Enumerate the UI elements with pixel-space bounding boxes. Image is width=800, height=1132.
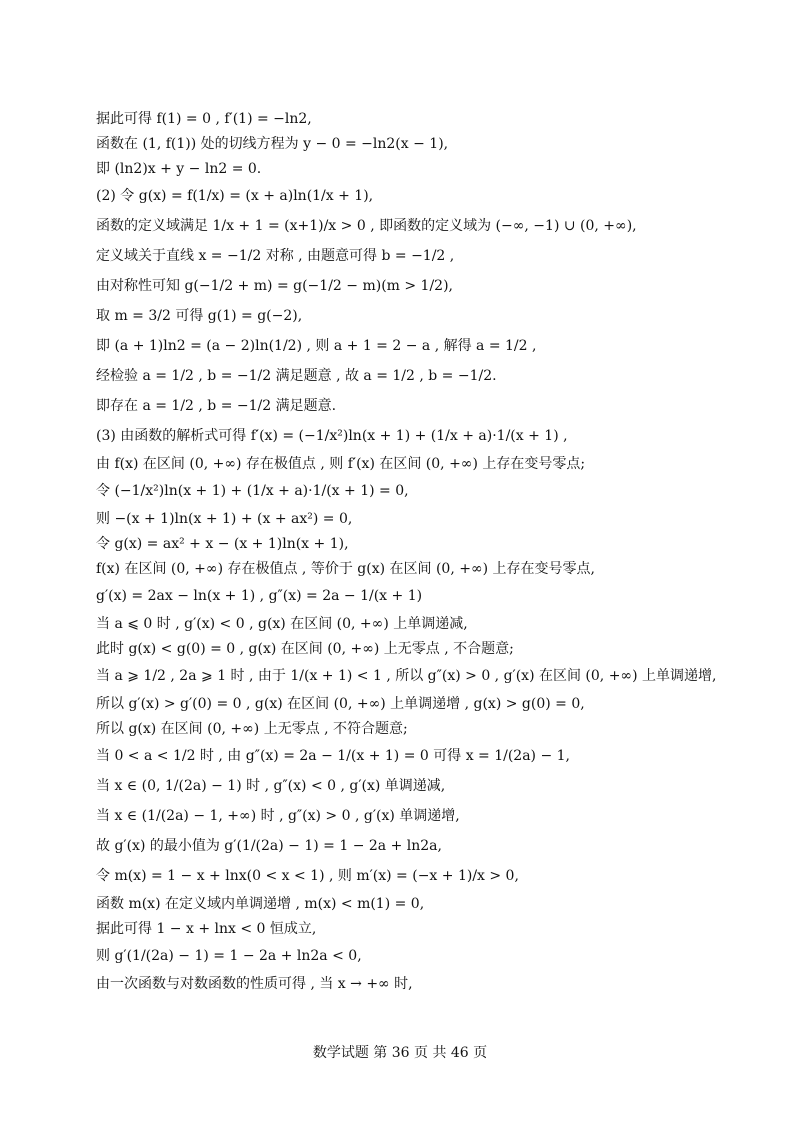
text-line: f(x) 在区间 (0, +∞) 存在极值点 , 等价于 g(x) 在区间 (0, +∞) 上存在变号零点,: [96, 561, 595, 577]
text-line: 函数在 (1, f(1)) 处的切线方程为 y − 0 = −ln2(x − 1),: [96, 136, 449, 152]
text-line: 令 g(x) = ax² + x − (x + 1)ln(x + 1),: [96, 536, 349, 552]
text-line: 即 (ln2)x + y − ln2 = 0.: [96, 161, 262, 177]
text-line: 据此可得 1 − x + lnx < 0 恒成立,: [96, 921, 317, 937]
text-line: g′(x) = 2ax − ln(x + 1) , g″(x) = 2a − 1/(x + 1): [96, 588, 423, 604]
text-line: 当 a ⩾ 1/2 , 2a ⩾ 1 时 , 由于 1/(x + 1) < 1 , 所以 g″(x) > 0 , g′(x) 在区间 (0, +∞) 上单调递增,: [96, 668, 717, 684]
text-line: 经检验 a = 1/2 , b = −1/2 满足题意 , 故 a = 1/2 , b = −1/2.: [96, 368, 497, 384]
text-line: (2) 令 g(x) = f(1/x) = (x + a)ln(1/x + 1),: [96, 188, 374, 204]
text-line: 由一次函数与对数函数的性质可得 , 当 x → +∞ 时,: [96, 976, 413, 992]
solution-text: [96, 108, 736, 998]
text-line: 函数 m(x) 在定义域内单调递增 , m(x) < m(1) = 0,: [96, 896, 425, 912]
text-line: 由 f(x) 在区间 (0, +∞) 存在极值点 , 则 f′(x) 在区间 (0, +∞) 上存在变号零点;: [96, 456, 586, 472]
text-line: 取 m = 3/2 可得 g(1) = g(−2),: [96, 308, 303, 324]
text-line: 函数的定义域满足 1/x + 1 = (x+1)/x > 0 , 即函数的定义域为 (−∞, −1) ∪ (0, +∞),: [96, 218, 637, 234]
text-line: 所以 g(x) 在区间 (0, +∞) 上无零点 , 不符合题意;: [96, 721, 408, 737]
text-line: 则 −(x + 1)ln(x + 1) + (x + ax²) = 0,: [96, 511, 353, 527]
text-line: (3) 由函数的解析式可得 f′(x) = (−1/x²)ln(x + 1) + (1/x + a)·1/(x + 1) ,: [96, 428, 568, 444]
text-line: 则 g′(1/(2a) − 1) = 1 − 2a + ln2a < 0,: [96, 948, 362, 964]
text-line: 当 a ⩽ 0 时 , g′(x) < 0 , g(x) 在区间 (0, +∞) 上单调递减,: [96, 616, 468, 632]
text-line: 即存在 a = 1/2 , b = −1/2 满足题意.: [96, 398, 337, 414]
text-line: 所以 g′(x) > g′(0) = 0 , g(x) 在区间 (0, +∞) 上单调递增 , g(x) > g(0) = 0,: [96, 696, 585, 712]
text-line: 由对称性可知 g(−1/2 + m) = g(−1/2 − m)(m > 1/2),: [96, 278, 453, 294]
page-footer: 数学试题 第 36 页 共 46 页: [312, 1045, 488, 1061]
text-line: 当 0 < a < 1/2 时 , 由 g″(x) = 2a − 1/(x + 1) = 0 可得 x = 1/(2a) − 1,: [96, 748, 571, 764]
text-line: 令 (−1/x²)ln(x + 1) + (1/x + a)·1/(x + 1) = 0,: [96, 483, 409, 499]
text-line: 当 x ∈ (0, 1/(2a) − 1) 时 , g″(x) < 0 , g′(x) 单调递减,: [96, 778, 446, 794]
text-line: 此时 g(x) < g(0) = 0 , g(x) 在区间 (0, +∞) 上无零点 , 不合题意;: [96, 641, 514, 657]
text-line: 即 (a + 1)ln2 = (a − 2)ln(1/2) , 则 a + 1 = 2 − a , 解得 a = 1/2 ,: [96, 338, 537, 354]
text-line: 令 m(x) = 1 − x + lnx(0 < x < 1) , 则 m′(x) = (−x + 1)/x > 0,: [96, 868, 519, 884]
text-line: 故 g′(x) 的最小值为 g′(1/(2a) − 1) = 1 − 2a + ln2a,: [96, 838, 442, 854]
text-line: 据此可得 f(1) = 0 , f′(1) = −ln2,: [96, 111, 312, 127]
text-line: 当 x ∈ (1/(2a) − 1, +∞) 时 , g″(x) > 0 , g′(x) 单调递增,: [96, 808, 460, 824]
text-line: 定义域关于直线 x = −1/2 对称 , 由题意可得 b = −1/2 ,: [96, 248, 455, 264]
